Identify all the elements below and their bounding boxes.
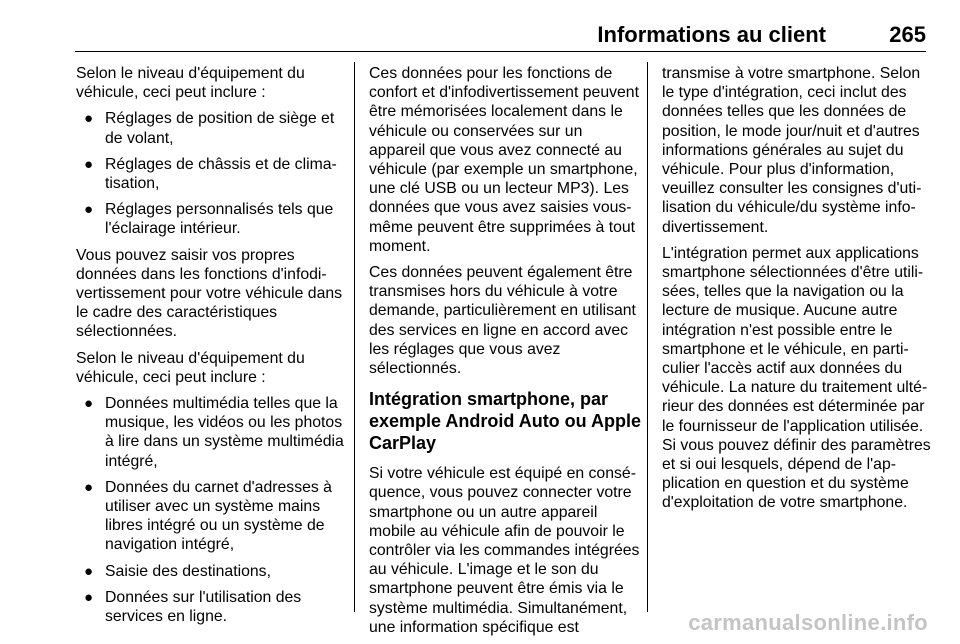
bullet-list <box>76 394 348 626</box>
bullet-icon: ● <box>84 395 94 413</box>
paragraph: Si votre véhicule est équipé en conséquence, vous pouvez connecter votre smartphone ou un autre appareil mobile au véhicule afin de pouvoir le contrôler via les commandes intégrées au véhicule. L'image et le son du smartphone peuvent être émis via le système multimédia. Simultanément, une information spécifique est <box>369 465 640 636</box>
bullet-icon: ● <box>84 478 94 496</box>
list-item <box>76 109 348 147</box>
list-item-text: Données multimédia telles que la musique, les vidéos ou les photos à lire dans un système multimédia intégré, <box>105 395 344 470</box>
column-divider <box>647 62 648 612</box>
bullet-icon: ● <box>84 155 94 173</box>
list-item <box>76 394 348 471</box>
header-divider <box>75 51 926 52</box>
page-number: 265 <box>889 22 926 47</box>
list-item <box>76 200 348 238</box>
list-item-text: Réglages de position de siège et de volant, <box>105 110 335 147</box>
bullet-icon: ● <box>84 562 94 580</box>
paragraph: Selon le niveau d'équipement du véhicule, ceci peut inclure : <box>76 65 305 102</box>
section-heading: Intégration smartphone, par exemple Android Auto ou Apple CarPlay <box>369 389 642 454</box>
list-item <box>76 155 348 193</box>
column-middle <box>369 64 641 644</box>
bullet-icon: ● <box>84 110 94 128</box>
page-header <box>75 22 926 50</box>
paragraph: Ces données peuvent également être transmises hors du véhicule à votre demande, particulièrement en utilisant des services en ligne en accord avec les réglages que vous avez sélectionnés. <box>369 264 636 378</box>
list-item-text: Réglages de châssis et de climatisation, <box>105 155 337 193</box>
column-right <box>662 64 934 520</box>
column-left <box>76 64 348 633</box>
list-item <box>76 478 348 555</box>
section-title: Informations au client <box>597 22 826 47</box>
watermark: carmanualsonline.info <box>688 610 928 635</box>
list-item-text: Données sur l'utilisation des services en ligne. <box>105 588 302 626</box>
list-item-text: Saisie des destinations, <box>105 562 271 580</box>
bullet-icon: ● <box>84 588 94 606</box>
paragraph: Vous pouvez saisir vos propres données dans les fonctions d'infodivertissement pour votre véhicule dans le cadre des caractéristiques sélectionnées. <box>76 246 343 341</box>
paragraph: Ces données pour les fonctions de confort et d'infodivertissement peuvent être mémorisées localement dans le véhicule ou conservées sur un appareil que vous avez connecté au véhicule (par exemple un smartphone, une clé USB ou un lecteur MP3). Les données que vous avez saisies vous-même peuvent être supprimées à tout moment. <box>369 65 639 255</box>
paragraph: Selon le niveau d'équipement du véhicule, ceci peut inclure : <box>76 349 305 386</box>
list-item-text: Données du carnet d'adresses à utiliser avec un système mains libres intégré ou un système de navigation intégré, <box>105 478 332 554</box>
list-item <box>76 588 348 626</box>
paragraph: transmise à votre smartphone. Selon le type d'intégration, ceci inclut des données telles que les données de position, le mode jour/nuit et d'autres informations générales au sujet du véhicule. Pour plus d'information, veuillez consulter les consignes d'utilisation du véhicule/du système infodivertissement. <box>662 65 922 236</box>
list-item-text: Réglages personnalisés tels que l'éclairage intérieur. <box>105 201 334 238</box>
bullet-icon: ● <box>84 201 94 219</box>
column-divider <box>354 62 355 612</box>
bullet-list <box>76 109 348 238</box>
list-item <box>76 562 348 581</box>
paragraph: L'intégration permet aux applications smartphone sélectionnées d'être utilisées, telles que la navigation ou la lecture de musique. Aucune autre intégration n'est possible entre le smartphone et le véhicule, en particulier l'accès actif aux données du véhicule. La nature du traitement ultérieur des données est déterminée par le fournisseur de l'application utilisée. Si vous pouvez définir des paramètres et si oui lesquels, dépend de l'application en question et du système d'exploitation de votre smartphone. <box>662 244 931 512</box>
